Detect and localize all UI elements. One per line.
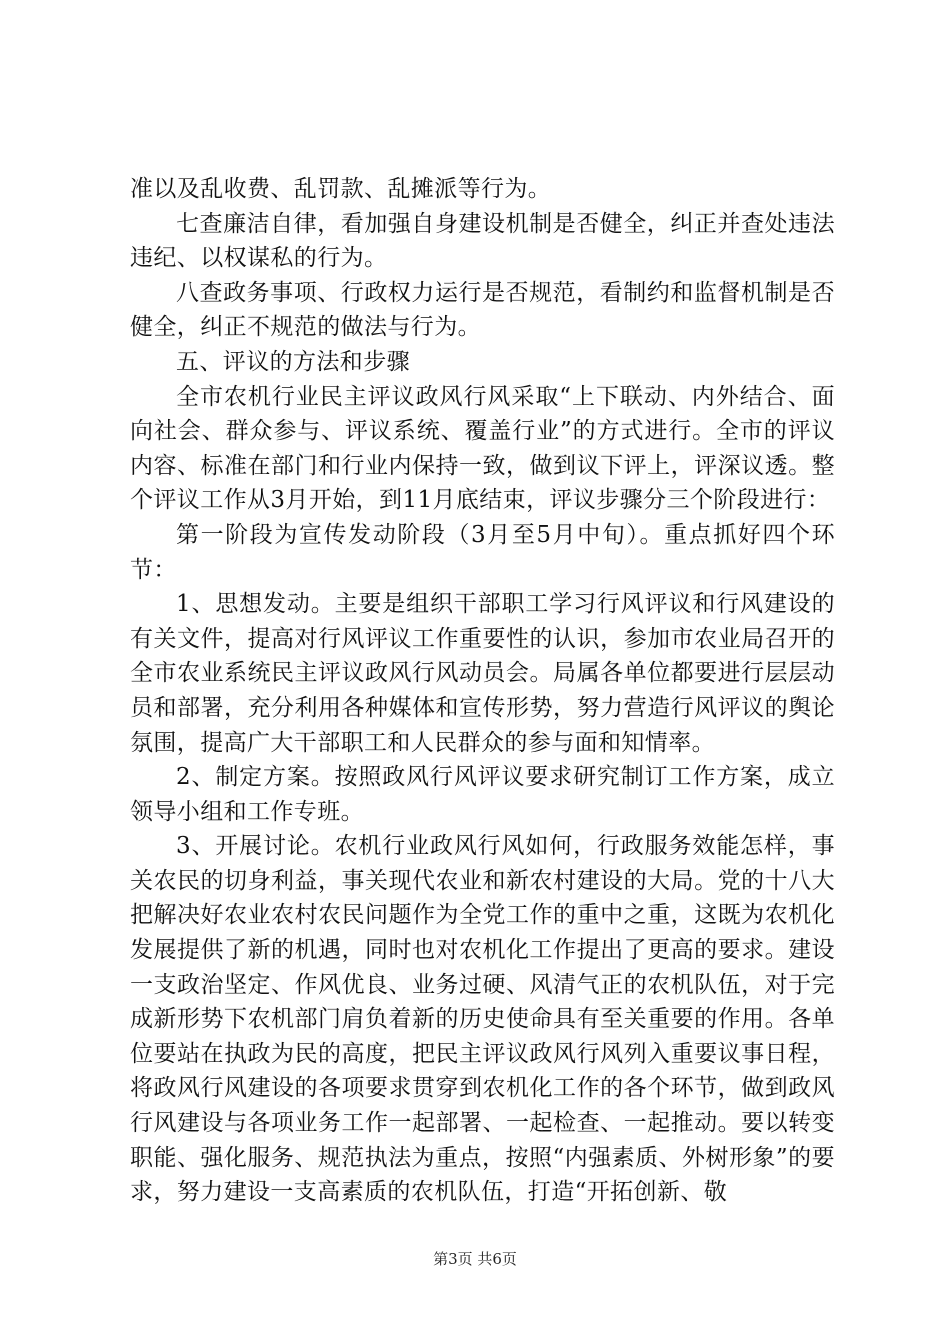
page-number-label: 第3页 共6页 — [433, 1250, 517, 1268]
page-footer — [0, 1248, 950, 1269]
paragraph-1: 准以及乱收费、乱罚款、乱摊派等行为。 — [130, 176, 552, 202]
paragraph-2: 七查廉洁自律，看加强自身建设机制是否健全，纠正并查处违法违纪、以权谋私的行为。 — [130, 210, 835, 272]
paragraph-9: 3、开展讨论。农机行业政风行风如何，行政服务效能怎样，事关农民的切身利益，事关现代农业和新农村建设的大局。党的十八大把解决好农业农村农民问题作为全党工作的重中之重，这既为农机化发展提供了新的机遇，同时也对农机化工作提出了更高的要求。建设一支政治坚定、作风优良、业务过硬、风清气正的农机队伍，对于完成新形势下农机部门肩负着新的历史使命具有至关重要的作用。各单位要站在执政为民的高度，把民主评议政风行风列入重要议事日程，将政风行风建设的各项要求贯穿到农机化工作的各个环节，做到政风行风建设与各项业务工作一起部署、一起检查、一起推动。要以转变职能、强化服务、规范执法为重点，按照“内强素质、外树形象”的要求，努力建设一支高素质的农机队伍，打造“开拓创新、敬 — [130, 833, 835, 1206]
document-body — [130, 172, 835, 1210]
section-heading: 五、评议的方法和步骤 — [176, 348, 410, 375]
paragraph-3: 八查政务事项、行政权力运行是否规范，看制约和监督机制是否健全，纠正不规范的做法与行为。 — [130, 279, 835, 341]
paragraph-5: 全市农机行业民主评议政风行风采取“上下联动、内外结合、面向社会、群众参与、评议系统、覆盖行业”的方式进行。全市的评议内容、标准在部门和行业内保持一致，做到议下评上，评深议透。整个评议工作从3月开始，到11月底结束，评议步骤分三个阶段进行： — [130, 383, 835, 514]
paragraph-7: 1、思想发动。主要是组织干部职工学习行风评议和行风建设的有关文件，提高对行风评议工作重要性的认识，参加市农业局召开的全市农业系统民主评议政风行风动员会。局属各单位都要进行层层动员和部署，充分利用各种媒体和宣传形势，努力营造行风评议的舆论氛围，提高广大干部职工和人民群众的参与面和知情率。 — [130, 591, 835, 756]
paragraph-8: 2、制定方案。按照政风行风评议要求研究制订工作方案，成立领导小组和工作专班。 — [130, 764, 835, 825]
paragraph-6: 第一阶段为宣传发动阶段（3月至5月中旬）。重点抓好四个环节： — [130, 521, 835, 583]
